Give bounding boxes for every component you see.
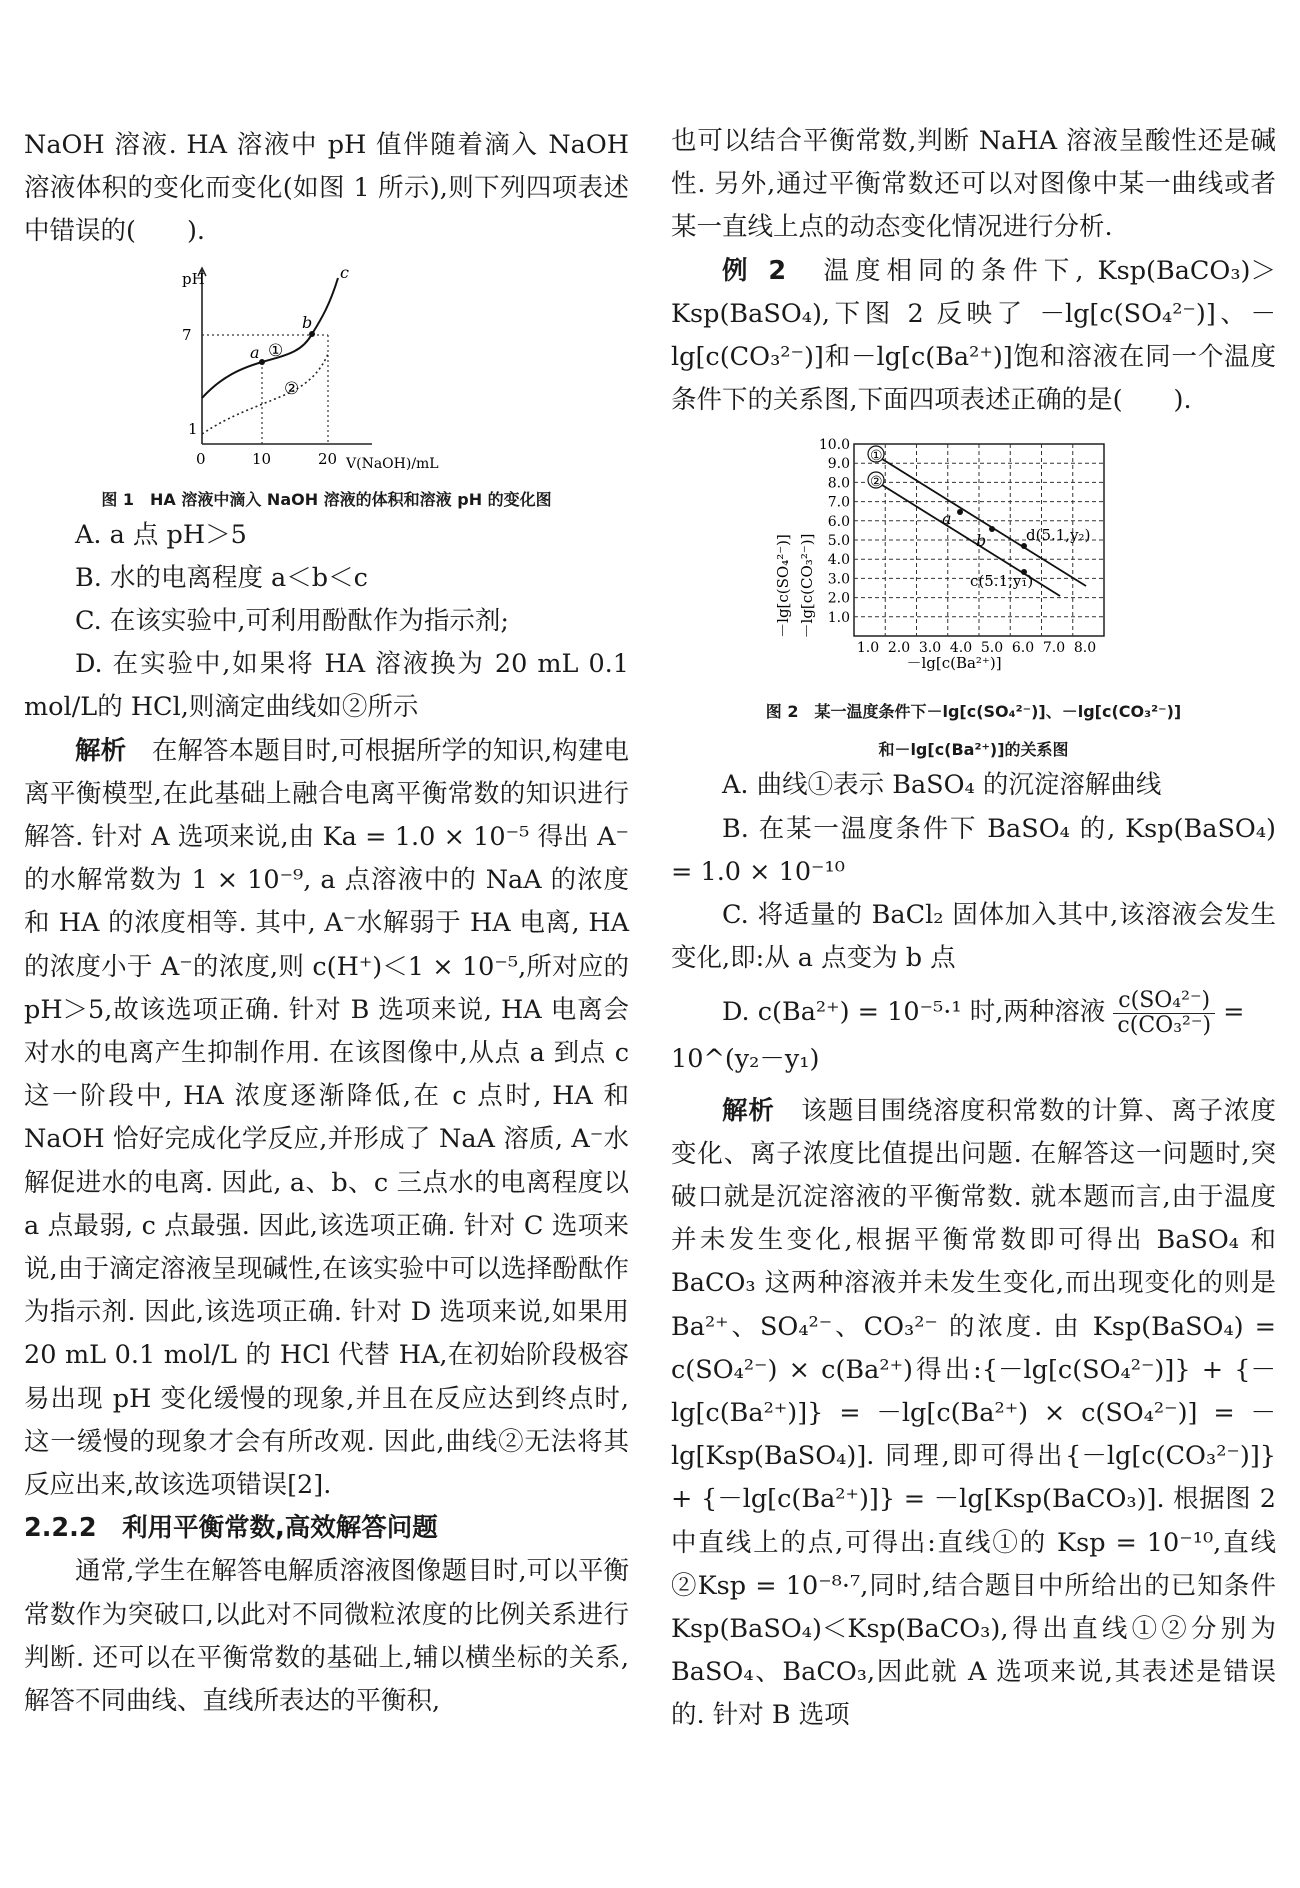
option-d-text: D. c(Ba²⁺) = 10⁻⁵·¹ 时,两种溶液 [722,997,1106,1028]
x-tick-label: 6.0 [1011,640,1034,657]
paragraph: 通常,学生在解答电解质溶液图像题目时,可以平衡常数作为突破口,以此对不同微粒浓度的比例关系进行判断. 还可以在平衡常数的基础上,辅以横坐标的关系,解答不同曲线、直线所表达的平衡积, [24,1556,629,1717]
fraction [1113,989,1215,1038]
x-axis-label: V(NaOH)/mL [345,455,439,472]
y-tick-label: 10.0 [818,437,850,454]
paragraph: NaOH 溶液. HA 溶液中 pH 值伴随着滴入 NaOH 溶液体积的变化而变化(如图 1 所示),则下列四项表述中错误的( ). [24,130,629,247]
point-label: c(5.1,y₁) [969,572,1033,591]
tick-label: 7 [181,325,192,344]
y-tick-label: 5.0 [827,533,850,550]
option-d-result: 10^(y₂－y₁) [671,1044,820,1075]
point-label: d(5.1,y₂) [1025,526,1090,545]
figure-caption: 图 1 HA 溶液中滴入 NaOH 溶液的体积和溶液 pH 的变化图 [101,489,552,509]
line-label: ② [869,474,883,491]
paragraph: 也可以结合平衡常数,判断 NaHA 溶液呈酸性还是碱性. 另外,通过平衡常数还可以对图像中某一曲线或者某一直线上点的动态变化情况进行分析. [671,126,1276,243]
point-label: a [249,342,260,362]
figure-1 [162,264,492,478]
x-axis-label: －lg[c(Ba²⁺)] [905,654,1002,673]
option-c: C. 在该实验中,可利用酚酞作为指示剂; [75,606,510,637]
curve-label: ① [267,340,283,361]
tick-label: 10 [251,449,271,468]
x-tick-label: 3.0 [918,640,941,657]
y-tick-label: 8.0 [827,475,850,492]
point-label: b [301,312,312,332]
option-d: D. 在实验中,如果将 HA 溶液换为 20 mL 0.1 mol/L的 HCl,则滴定曲线如②所示 [24,649,629,723]
y-tick-label: 1.0 [827,610,850,627]
figure-caption: 图 2 某一温度条件下－lg[c(SO₄²⁻)]、－lg[c(CO₃²⁻)] [765,702,1182,722]
x-tick-label: 5.0 [980,640,1003,657]
y-tick-label: 4.0 [827,552,850,569]
x-tick-label: 2.0 [887,640,910,657]
tick-label: 20 [317,449,337,468]
analysis-label: 解析 [722,1095,775,1126]
y-tick-label: 7.0 [827,495,850,512]
figure-2 [764,436,1184,686]
y-tick-label: 6.0 [827,514,850,531]
point-label: b [975,531,986,551]
point-label: c [339,263,349,282]
analysis-text: 该题目围绕溶度积常数的计算、离子浓度变化、离子浓度比值提出问题. 在解答这一问题时,突破口就是沉淀溶液的平衡常数. 就本题而言,由于温度并未发生变化,根据平衡常数即可得出 BaSO₄ 和 BaCO₃ 这两种溶液并未发生变化,而出现变化的则是 Ba²⁺、SO₄²⁻、CO₃²⁻ 的浓度. 由 Ksp(BaSO₄) = c(SO₄²⁻) × c(Ba²⁺)得出:{－lg[c(SO₄²⁻)]} + {－lg[c(Ba²⁺)]} = －lg[c(Ba²⁺) × c(SO₄²⁻)] = －lg[Ksp(BaSO₄)]. 同理,即可得出{－lg[c(CO₃²⁻)]} + {－lg[c(Ba²⁺)]} = －lg[Ksp(BaCO₃)]. 根据图 2 中直线上的点,可得出:直线①的 Ksp = 10⁻¹⁰,直线②Ksp = 10⁻⁸·⁷,同时,结合题目中所给出的已知条件 Ksp(BaSO₄)＜Ksp(BaCO₃),得出直线①②分别为 BaSO₄、BaCO₃,因此就 A 选项来说,其表述是错误的. 针对 B 选项 [671,1095,1276,1731]
x-tick-label: 7.0 [1042,640,1065,657]
y-tick-label: 9.0 [827,456,850,473]
analysis-label: 解析 [75,735,127,766]
section-heading: 2.2.2 利用平衡常数,高效解答问题 [24,1513,438,1544]
fraction-denominator: c(CO₃²⁻) [1117,1012,1212,1038]
right-column [671,124,1276,1738]
option-a: A. 曲线①表示 BaSO₄ 的沉淀溶解曲线 [722,770,1162,801]
option-d [671,986,1276,1038]
x-tick-label: 1.0 [856,640,879,657]
figure-caption: 和－lg[c(Ba²⁺)]的关系图 [878,740,1069,760]
x-tick-label: 4.0 [949,640,972,657]
point-label: a [941,509,952,529]
curve-label: ② [283,378,299,399]
line-label: ① [869,448,883,465]
y-axis-label: pH [181,269,205,288]
example-label: 例 2 [722,255,787,286]
y-axis-label: －lg[c(CO₃²⁻)] [797,533,816,639]
analysis-text: 在解答本题目时,可根据所学的知识,构建电离平衡模型,在此基础上融合电离平衡常数的知识进行解答. 针对 A 选项来说,由 Ka = 1.0 × 10⁻⁵ 得出 A⁻的水解常数为 1 × 10⁻⁹, a 点溶液中的 NaA 的浓度和 HA 的浓度相等. 其中, A⁻水解弱于 HA 电离, HA 的浓度小于 A⁻的浓度,则 c(H⁺)＜1 × 10⁻⁵,所对应的 pH＞5,故该选项正确. 针对 B 选项来说, HA 电离会对水的电离产生抑制作用. 在该图像中,从点 a 到点 c 这一阶段中, HA 浓度逐渐降低,在 c 点时, HA 和 NaOH 恰好完成化学反应,并形成了 NaA 溶质, A⁻水解促进水的电离. 因此, a、b、c 三点水的电离程度以 a 点最弱, c 点最强. 因此,该选项正确. 针对 C 选项来说,由于滴定溶液呈现碱性,在该实验中可以选择酚酞作为指示剂. 因此,该选项正确. 针对 D 选项来说,如果用20 mL 0.1 mol/L 的 HCl 代替 HA,在初始阶段极容易出现 pH 变化缓慢的现象,并且在反应达到终点时,这一缓慢的现象才会有所改观. 因此,曲线②无法将其反应出来,故该选项错误[2]. [24,735,629,1501]
example-text: 温度相同的条件下, Ksp(BaCO₃)＞Ksp(BaSO₄),下图 2 反映了 －lg[c(SO₄²⁻)]、－lg[c(CO₃²⁻)]和－lg[c(Ba²⁺)]饱和溶液在同一个温度条件下的关系图,下面四项表述正确的是( ). [671,255,1276,416]
equals: = [1223,997,1245,1028]
y-axis-label: －lg[c(SO₄²⁻)] [773,534,792,639]
left-column [24,124,629,1723]
tick-label: 0 [195,449,206,468]
y-tick-label: 3.0 [827,571,850,588]
option-a: A. a 点 pH＞5 [75,519,247,550]
option-c: C. 将适量的 BaCl₂ 固体加入其中,该溶液会发生变化,即:从 a 点变为 b 点 [671,900,1276,974]
fraction-numerator: c(SO₄²⁻) [1113,989,1215,1014]
x-tick-label: 8.0 [1073,640,1096,657]
tick-label: 1 [187,419,198,438]
option-b: B. 水的电离程度 a＜b＜c [75,562,368,593]
y-tick-label: 2.0 [827,591,850,608]
option-b: B. 在某一温度条件下 BaSO₄ 的, Ksp(BaSO₄) = 1.0 × 10⁻¹⁰ [671,813,1276,887]
